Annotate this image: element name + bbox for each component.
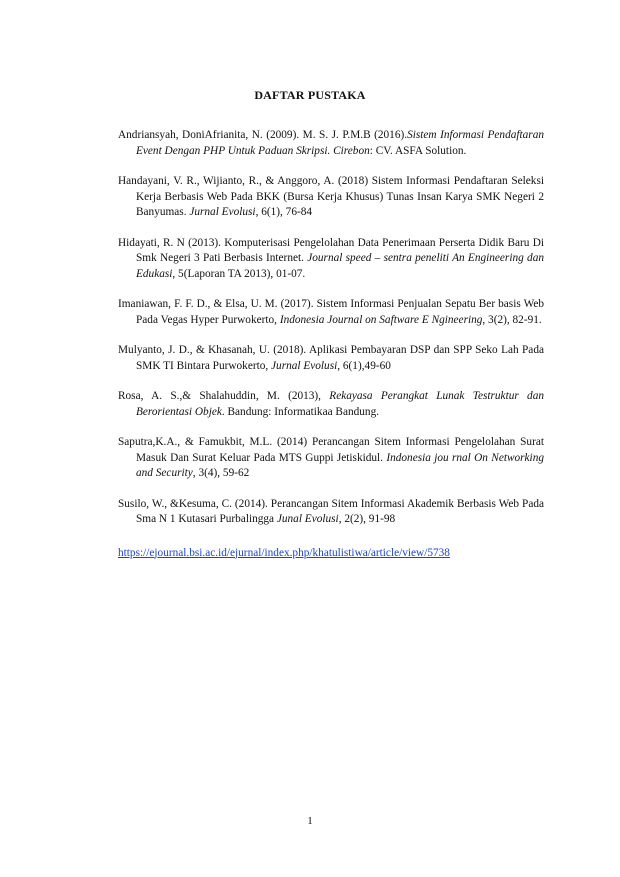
reference-italic-title: Junal Evolusi (276, 513, 339, 525)
reference-url-link[interactable]: https://ejournal.bsi.ac.id/ejurnal/index.php/khatulistiwa/article/view/5738 (118, 546, 450, 559)
reference-details: , 2(2), 91-98 (338, 513, 396, 525)
reference-text: Susilo, W., &Kesuma, C. (2014). Perancangan Sitem Informasi Akademik Berbasis Web Pada Sma N 1 Kutasari Purbalingga (118, 497, 544, 525)
reference-details: , 3(4), 59-62 (192, 467, 250, 479)
reference-italic-title: Sistem Informasi Pendaftaran Event Dengan PHP Untuk Paduan Skripsi. Cirebon (136, 129, 544, 157)
reference-details: , 5(Laporan TA 2013), 01-07. (172, 267, 306, 280)
reference-entry (118, 297, 544, 328)
reference-entry (118, 128, 544, 159)
reference-details: , 6(1), 76-84 (255, 206, 313, 218)
reference-details: , 6(1),49-60 (337, 359, 391, 372)
reference-entry (118, 343, 544, 374)
page-number: 1 (307, 815, 313, 827)
reference-details: , 3(2), 82-91. (482, 313, 542, 326)
reference-details: . Bandung: Informatikaa Bandung. (221, 405, 380, 418)
reference-italic-title: Jurnal Evolusi (271, 359, 338, 372)
reference-text: Andriansyah, DoniAfrianita, N. (2009). M. S. J. P.M.B (2016). (118, 129, 408, 141)
reference-details: : CV. ASFA Solution. (369, 144, 467, 157)
reference-text: Rosa, A. S.,& Shalahuddin, M. (2013), (118, 390, 330, 402)
reference-text: Saputra,K.A., & Famukbit, M.L. (2014) Perancangan Sitem Informasi Pengelolahan Surat Masuk Dan Surat Keluar Pada MTS Guppi Jetiskidul. (118, 436, 544, 464)
reference-entry (118, 174, 544, 221)
reference-text: Imaniawan, F. F. D., & Elsa, U. M. (2017). Sistem Informasi Penjualan Sepatu Ber basis Web Pada Vegas Hyper Purwokerto, (118, 298, 544, 326)
reference-italic-title: Journal speed – sentra peneliti An Engineering dan Edukasi (136, 252, 544, 280)
reference-entry (118, 435, 544, 482)
reference-entry (118, 236, 544, 283)
reference-italic-title: Jurnal Evolusi (189, 206, 256, 218)
reference-text: Mulyanto, J. D., & Khasanah, U. (2018). Aplikasi Pembayaran DSP dan SPP Seko Lah Pada SMK TI Bintara Purwokerto, (118, 344, 544, 372)
reference-italic-title: Indonesia Journal on Saftware E Ngineering (279, 313, 483, 326)
reference-entry (118, 389, 544, 420)
reference-italic-title: Indonesia jou rnal On Networking and Security (136, 451, 544, 479)
reference-list (118, 128, 544, 561)
reference-text: Handayani, V. R., Wijianto, R., & Anggoro, A. (2018) Sistem Informasi Pendaftaran Seleksi Kerja Berbasis Web Pada BKK (Bursa Kerja Khusus) Tunas Insan Karya SMK Negeri 2 Banyumas. (118, 175, 544, 218)
reference-italic-title: Rekayasa Perangkat Lunak Testruktur dan Berorientasi Objek (136, 390, 544, 418)
page-title: DAFTAR PUSTAKA (254, 88, 366, 102)
reference-entry (118, 497, 544, 528)
reference-text: Hidayati, R. N (2013). Komputerisasi Pengelolahan Data Penerimaan Perserta Didik Baru Di Smk Negeri 3 Pati Berbasis Internet. (118, 236, 544, 264)
